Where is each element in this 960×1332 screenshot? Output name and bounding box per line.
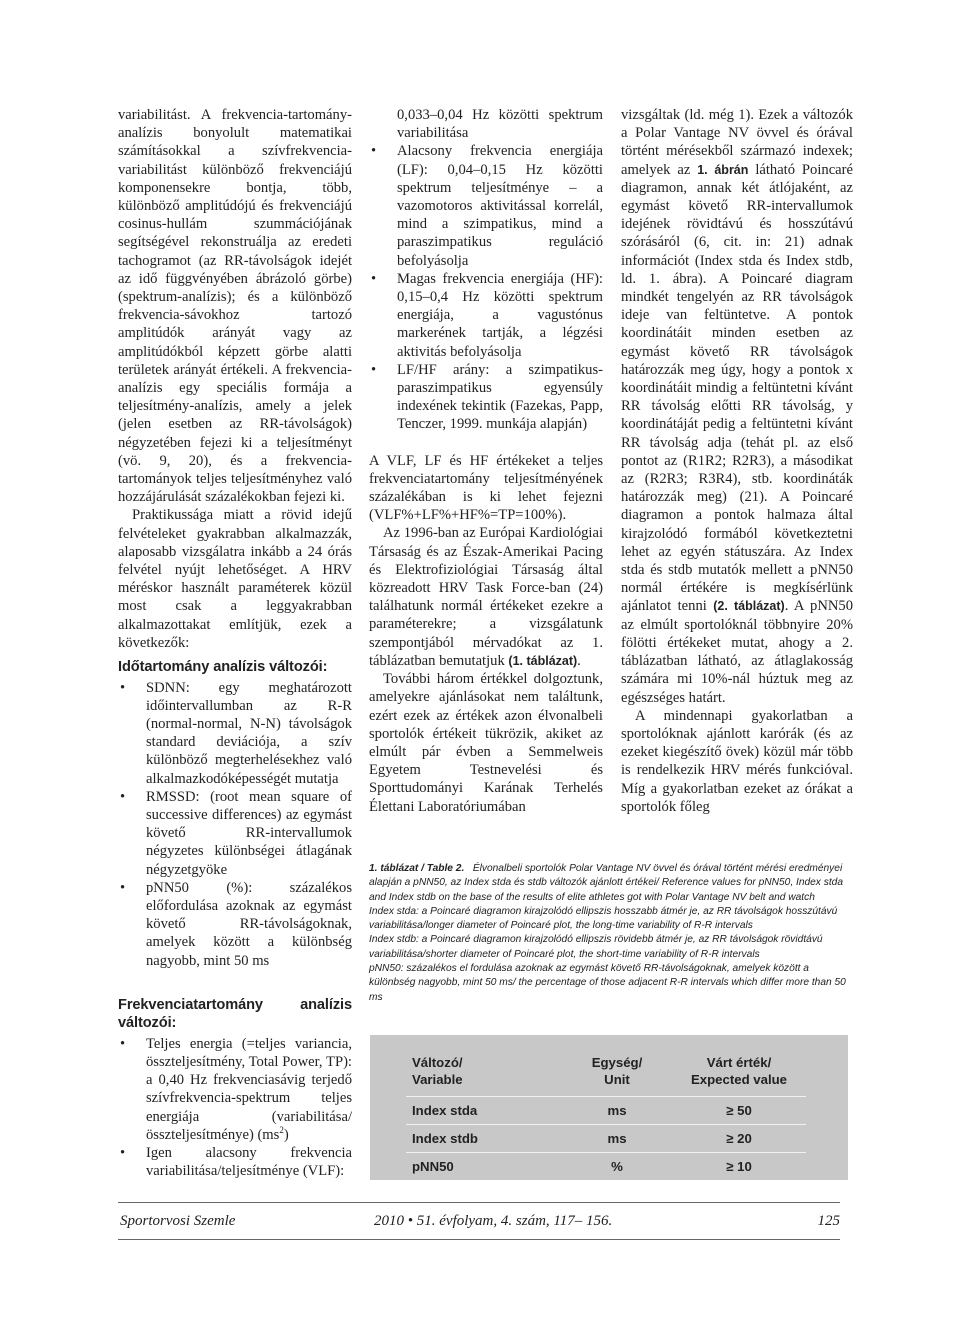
- paragraph: Praktikussága miatt a rövid idejű felvételeket gyakrabban alkalmazzák, alaposabb vizsgálatra inkább a 24 órás felvétel nyújt lehetőséget. A HRV méréskor használt paraméterek közül most csak a leggyakrabban alkalmazottakat említjük, ezek a következők:: [118, 507, 352, 651]
- bullet-list: [118, 1035, 352, 1181]
- caption-title: [369, 862, 847, 905]
- table-inner: [406, 1045, 806, 1180]
- table-cell: %: [611, 1159, 623, 1174]
- header-text: Variable: [412, 1071, 463, 1087]
- table-row: [406, 1153, 806, 1180]
- page-number: 125: [817, 1212, 840, 1229]
- paragraph-text: vizsgáltak (ld. még 1). Ezek a változók a Polar Vantage NV övvel és órával történt mérésekből származó indexek; amelyek az: [621, 107, 853, 178]
- list-item: • pNN50 (%): százalékos előfordulása azoknak az egymást követő RR-távolságoknak, amelyek között a különbség nagyobb, mint 50 ms: [118, 879, 352, 970]
- caption-line: pNN50: százalékos el fordulása azoknak az egymást követő RR-távolságoknak, amelyek között a különbség nagyobb, mint 50 ms/ the percentage of those adjacent R-R intervals which differ more than 50 ms: [369, 963, 846, 1003]
- header-text: Egység/: [591, 1054, 643, 1070]
- table-cell: ms: [607, 1131, 627, 1146]
- paragraph: A VLF, LF és HF értékeket a teljes frekvenciatartomány teljesítményének százalékában is ki lehet fejezni (VLF%+LF%+HF%=TP=100%).: [369, 452, 603, 524]
- paragraph: [621, 106, 853, 707]
- header-text: Várt érték/: [706, 1054, 772, 1070]
- list-item: • Magas frekvencia energiája (HF): 0,15–0,4 Hz közötti spektrum energiája, a vagustónus markerének tartják, a légzési aktivitás befolyásolja: [369, 270, 603, 361]
- column-1: [118, 106, 352, 1180]
- header-cell: [406, 1054, 562, 1088]
- header-cell: [562, 1054, 672, 1088]
- journal-name: Sportorvosi Szemle: [120, 1212, 236, 1229]
- table-cell: Index stda: [412, 1103, 478, 1118]
- superscript: 2: [279, 1125, 284, 1135]
- caption-text: Élvonalbeli sportolók Polar Vantage NV övvel és órával történt mérési eredményei alapján a pNN50, az Index stda és stdb változók ajánlott értékei/ Reference values for pNN50, Index stda and Index stdb on the base of the results of elite athletes got with Polar Vantage NV belt and watch: [369, 863, 843, 903]
- table-cell: ms: [607, 1103, 627, 1118]
- column-3: [621, 106, 853, 816]
- table-cell: ≥ 10: [726, 1159, 752, 1174]
- header-text: Expected value: [690, 1071, 788, 1087]
- header-text: Változó/: [412, 1054, 463, 1070]
- paragraph-text: látható Poincaré diagramon, annak két átlójaként, az egymást követő RR-intervallumok idejének rövidtávú és hosszútávú szórásáról (6, cit. in: 21) adnak információt (Index stda és Index stdb, ld. 1. ábra). A Poincaré diagram mindkét tengelyén az RR távolságok ideje van feltüntetve. A pontok koordinátáit minden esetben az egymást követő RR távolságok határozzák meg úgy, hogy a pontok x koordinátáit mindig a feltüntetni kívánt RR távolság előtti RR távolság, y koordinátáját pedig a feltüntetni kívánt RR távolság adja (tehát pl. az első pontot az (R1R2; R2R3), a másodikat az (R2R3; R3R4), stb. koordináták határozzák meg) (21). A Poincaré diagramon a pontok halmaza által kirajzolódó formából következtetni lehet az egyén státuszára. Az Index stda és stdb mutatók mellett a pNN50 normál értékére is megkísérlünk ajánlatot tenni: [621, 161, 853, 615]
- paragraph-text: . A pNN50 az elmúlt sportolóknál többnyire 20% fölötti értékeket mutat, ahogy a 2. táblázatban látható, az átlaglakosság számára mi 10%-nál húztuk meg az egészséges határt.: [621, 598, 854, 706]
- bullet-list: [118, 679, 352, 970]
- list-item: • LF/HF arány: a szimpatikus-paraszimpatikus egyensúly indexének tekintik (Fazekas, Papp, Tenczer, 1999. munkája alapján): [369, 361, 603, 434]
- table-header-row: [406, 1045, 806, 1096]
- section-heading: Frekvenciatartomány analízis változói:: [118, 996, 352, 1032]
- table-cell: pNN50: [412, 1159, 454, 1174]
- table-reference: (2. táblázat): [713, 599, 785, 614]
- section-heading: Időtartomány analízis változói:: [118, 659, 328, 676]
- table-row: [406, 1097, 806, 1124]
- paragraph: További három értékkel dolgoztunk, amelyekre ajánlásokat nem találtunk, ezért ezek az értékek azon élvonalbeli sportolók értékeit tükrözik, akiket az elmúlt pár évben a Semmelweis Egyetem Testnevelési és Sporttudományi Karának Terhelés Élettani Laboratóriumában: [369, 671, 603, 815]
- paragraph: [369, 524, 603, 670]
- table-cell: ≥ 50: [726, 1103, 752, 1118]
- figure-reference: 1. ábrán: [697, 162, 749, 177]
- list-item-text: Teljes energia (=teljes variancia, összteljesítmény, Total Power, TP): a 0,40 Hz frekvenciasávig terjedő szívfrekvencia-spektrum teljes energiája (variabilitása/összteljesítménye) (ms: [146, 1035, 352, 1143]
- list-item: • RMSSD: (root mean square of successive differences) az egymást követő RR-intervallumok négyzetes különbségei átlagának négyzetgyöke: [118, 788, 352, 879]
- bullet-list: [369, 142, 603, 433]
- table-caption: [369, 862, 847, 1005]
- table-cell: ≥ 20: [726, 1131, 752, 1146]
- caption-line: Index stdb: a Poincaré diagramon kirajzolódó ellipszis rövidebb átmér je, az RR távolságok rövidtávú variabilitása/shorter diameter of Poincaré plot, the short-time variability of R-R intervals: [369, 934, 823, 960]
- table-row: [406, 1125, 806, 1152]
- list-item: [118, 1035, 352, 1144]
- data-table: [370, 1035, 848, 1180]
- list-continuation: 0,033–0,04 Hz közötti spektrum variabilitása: [397, 107, 603, 142]
- header-text: Unit: [604, 1071, 630, 1087]
- caption-line: Index stda: a Poincaré diagramon kirajzolódó ellipszis hosszabb átmér je, az RR távolságok hosszútávú variabilitása/longer diameter of Poincaré plot, the long-time variability of R-R intervals: [369, 905, 838, 932]
- paragraph: A mindennapi gyakorlatban a sportolóknak ajánlott karórák (és az ezeket kiegészítő övek) közül már több is rendelkezik HRV mérés funkcióval. Míg a gyakorlatban ezeket az órákat a sportolók főleg: [621, 707, 853, 815]
- caption-label: 1. táblázat / Table 2.: [369, 863, 465, 874]
- header-cell: [672, 1054, 806, 1088]
- table-cell: Index stdb: [412, 1131, 478, 1146]
- list-item-text-end: ): [283, 1126, 289, 1143]
- list-item: • SDNN: egy meghatározott időintervallumban az R-R (normal-normal, N-N) távolságok standard deviációja, a szív különböző megterhelésekhez való alkalmazkodóképességét mutatja: [118, 679, 352, 788]
- table-reference: (1. táblázat): [508, 653, 578, 668]
- paragraph: variabilitást. A frekvencia-tartomány-analízis bonyolult matematikai számításokkal a szívfrekvencia-variabilitást különböző frekvenciájú komponensekre bontja, több, különböző amplitúdójú és frekvenciájú cosinus-hullám szummációjának segítségével rekonstruálja az eredeti tachogramot (az RR-távolságok idejét az idő függvényében ábrázoló görbe) (spektrum-analízis); és a különböző frekvencia-sávokhoz tartozó amplitúdók arányát vagy az amplitúdókból képzett görbe alatti területek arányát értékeli. A frekvencia-analízis egy speciális formája a teljesítmény-analízis, amely a jelek (jelen esetben az RR-távolságok) négyzetében fejezi ki a teljesítményt (vö. 9, 20), és a frekvencia-tartományok teljes teljesítményhez való hozzájárulását százalékokban fejezi ki.: [118, 107, 352, 506]
- list-item: • Igen alacsony frekvencia variabilitása/teljesítménye (VLF):: [118, 1144, 352, 1180]
- page-footer: [118, 1202, 840, 1240]
- column-2: [369, 106, 603, 816]
- paragraph-end: .: [577, 652, 581, 669]
- paragraph-text: Az 1996-ban az Európai Kardiológiai Társaság és az Észak-Amerikai Pacing és Elektrofiziológiai Társaság által közreadott HRV Task Force-ban (24) találhatunk normál értékeket ezekre a paraméterekre; a vizsgálatunk szempontjából mérvadókat az 1. táblázatban bemutatjuk: [369, 525, 603, 669]
- issue-info: 2010 • 51. évfolyam, 4. szám, 117– 156.: [374, 1212, 613, 1229]
- list-item: • Alacsony frekvencia energiája (LF): 0,04–0,15 Hz közötti spektrum teljesítménye – a vazomotoros aktivitással korrelál, mind a szimpatikus, mind a paraszimpatikus reguláció befolyásolja: [369, 142, 603, 269]
